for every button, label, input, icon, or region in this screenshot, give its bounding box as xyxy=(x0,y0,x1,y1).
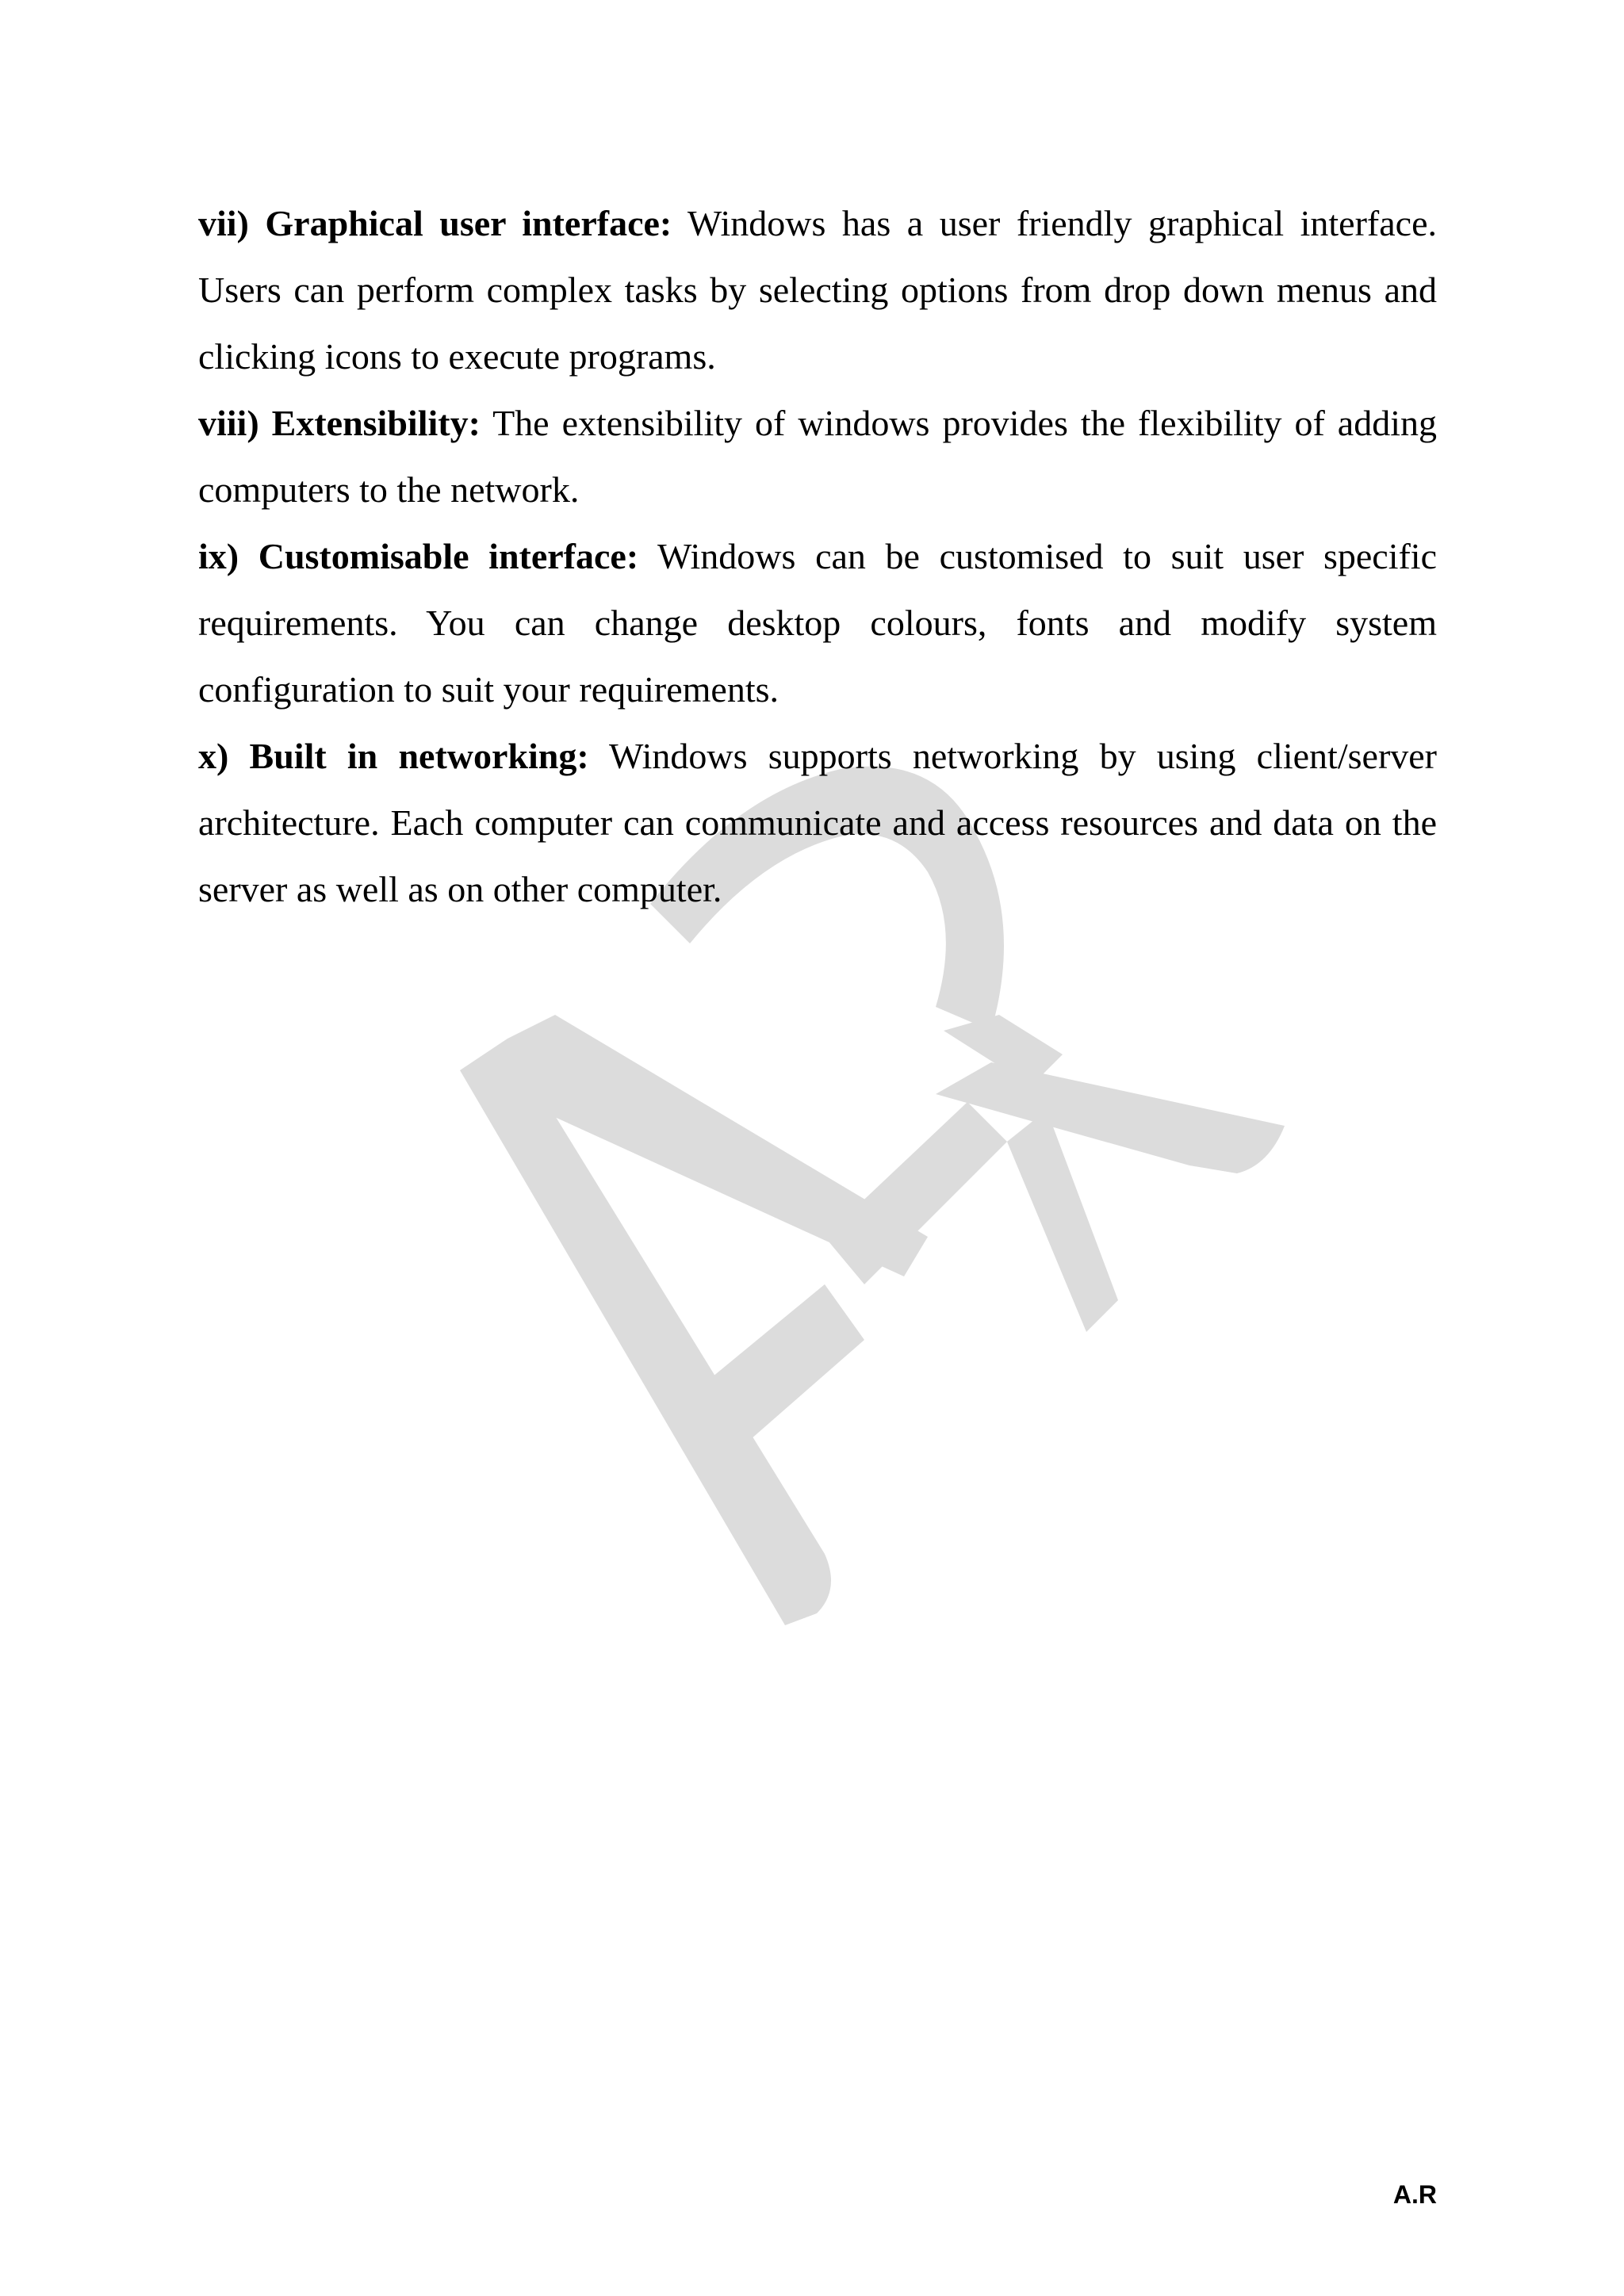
document-body xyxy=(198,190,1437,923)
item-text: The extensibility of windows provides the flexibility of adding computers to the network. xyxy=(198,403,1437,510)
item-heading: viii) Extensibility: xyxy=(198,403,481,443)
footer-initials: A.R xyxy=(1392,2180,1437,2209)
list-item-graphical-user-interface xyxy=(198,190,1437,390)
item-text: Windows has a user friendly graphical interface. Users can perform complex tasks by selecting options from drop down menus and clicking icons to execute programs. xyxy=(198,203,1437,377)
item-heading: x) Built in networking: xyxy=(198,736,589,776)
list-item-extensibility xyxy=(198,390,1437,523)
list-item-customisable-interface xyxy=(198,523,1437,723)
list-item-built-in-networking xyxy=(198,723,1437,923)
item-text: Windows supports networking by using client/server architecture. Each computer can communicate and access resources and data on the server as well as on other computer. xyxy=(198,736,1437,909)
item-heading: ix) Customisable interface: xyxy=(198,536,639,576)
item-text: Windows can be customised to suit user specific requirements. You can change desktop colours, fonts and modify system configuration to suit your requirements. xyxy=(198,536,1437,710)
item-heading: vii) Graphical user interface: xyxy=(198,203,672,243)
